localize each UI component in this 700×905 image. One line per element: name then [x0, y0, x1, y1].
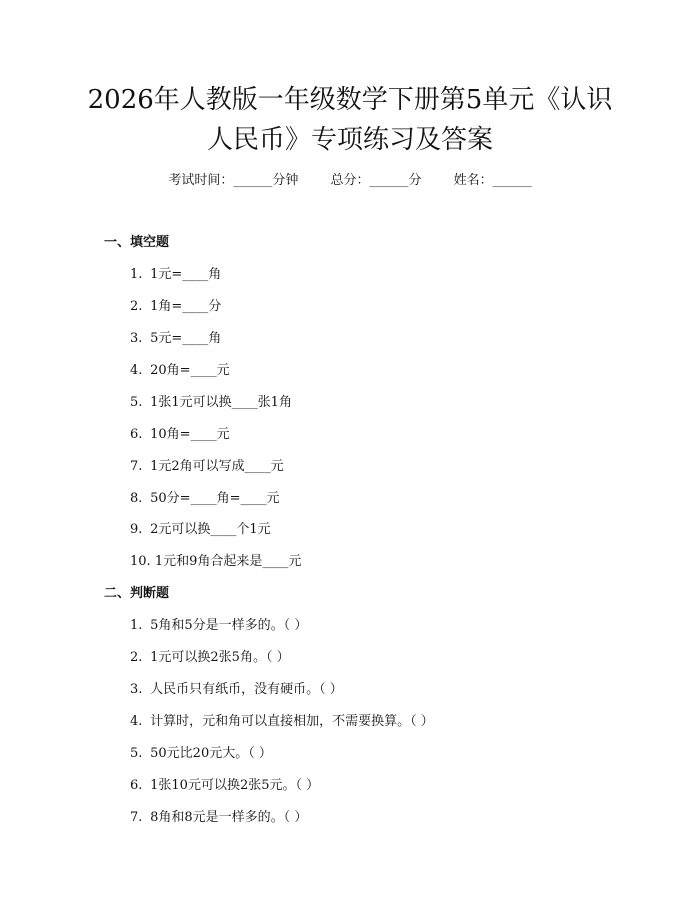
question-text: 10角=____元 — [150, 427, 230, 442]
question-item — [130, 550, 301, 569]
question-text: 1张10元可以换2张5元。（ ） — [150, 778, 320, 793]
question-item — [130, 518, 271, 537]
question-item — [130, 327, 221, 346]
question-number: 2. — [130, 299, 143, 314]
question-number: 1. — [130, 618, 143, 633]
question-number: 4. — [130, 363, 143, 378]
question-text: 人民币只有纸币，没有硬币。（ ） — [150, 682, 343, 697]
question-number: 7. — [130, 459, 143, 474]
question-item — [130, 263, 221, 282]
question-number: 7. — [130, 810, 143, 825]
question-item — [130, 710, 434, 729]
question-number: 2. — [130, 650, 143, 665]
question-item — [130, 614, 307, 633]
exam-score: 总分：______分 — [330, 173, 422, 188]
question-number: 6. — [130, 427, 143, 442]
question-item — [130, 423, 230, 442]
question-text: 计算时，元和角可以直接相加，不需要换算。（ ） — [150, 714, 434, 729]
question-item — [130, 678, 343, 697]
question-text: 20角=____元 — [150, 363, 230, 378]
question-text: 1元和9角合起来是____元 — [154, 554, 302, 569]
question-item — [130, 742, 272, 761]
question-item — [130, 391, 292, 410]
question-number: 1. — [130, 267, 143, 282]
question-number: 6. — [130, 778, 143, 793]
question-text: 2元可以换____个1元 — [150, 522, 271, 537]
question-item — [130, 774, 319, 793]
question-number: 3. — [130, 682, 143, 697]
question-text: 5角和5分是一样多的。（ ） — [150, 618, 308, 633]
question-item — [130, 806, 307, 825]
question-number: 5. — [130, 746, 143, 761]
question-number: 3. — [130, 331, 143, 346]
student-name: 姓名：______ — [453, 173, 532, 188]
question-text: 50分=____角=____元 — [150, 491, 280, 506]
question-text: 1张1元可以换____张1角 — [150, 395, 292, 410]
question-number: 8. — [130, 491, 143, 506]
section-heading-fill-in: 一、填空题 — [104, 235, 170, 250]
section-heading-true-false: 二、判断题 — [104, 586, 170, 601]
question-text: 1角=____分 — [150, 299, 222, 314]
question-number: 9. — [130, 522, 143, 537]
question-item — [130, 455, 284, 474]
question-text: 5元=____角 — [150, 331, 222, 346]
question-text: 50元比20元大。（ ） — [150, 746, 272, 761]
question-number: 5. — [130, 395, 143, 410]
question-item — [130, 487, 279, 506]
page-title: 2026年人教版一年级数学下册第5单元《认识人民币》专项练习及答案 — [87, 85, 613, 155]
question-item — [130, 359, 230, 378]
question-item — [130, 295, 221, 314]
question-text: 1元=____角 — [150, 267, 222, 282]
question-number: 4. — [130, 714, 143, 729]
question-text: 1元2角可以写成____元 — [150, 459, 284, 474]
question-item — [130, 646, 290, 665]
question-number: 10. — [130, 554, 151, 569]
question-text: 1元可以换2张5角。（ ） — [150, 650, 290, 665]
exam-time: 考试时间：______分钟 — [168, 173, 299, 188]
question-text: 8角和8元是一样多的。（ ） — [150, 810, 308, 825]
exam-meta — [0, 169, 700, 188]
